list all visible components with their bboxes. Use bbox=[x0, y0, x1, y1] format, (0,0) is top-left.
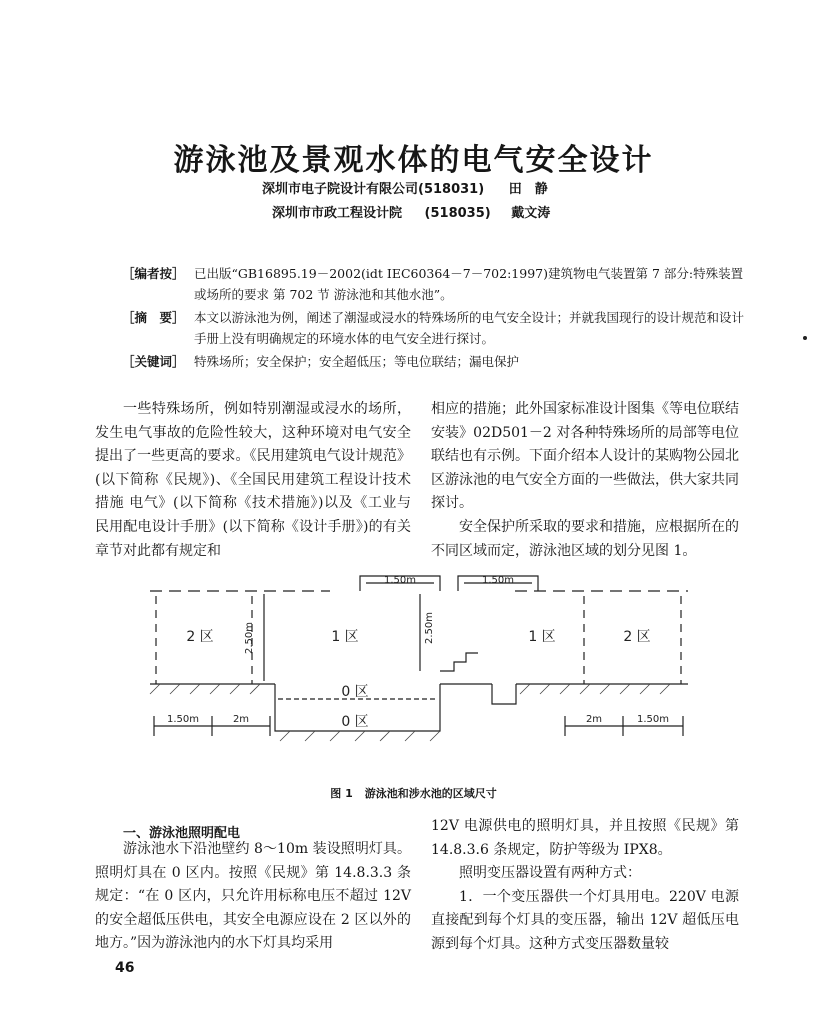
keywords bbox=[122, 351, 747, 372]
dimension-label: 1.50m bbox=[481, 575, 515, 586]
zone-label: 1 区 bbox=[331, 629, 359, 645]
editor-note bbox=[122, 263, 747, 305]
keywords-text: 特殊场所；安全保护；安全超低压；等电位联结；漏电保护 bbox=[194, 354, 520, 369]
abstract bbox=[122, 307, 747, 349]
body-paragraph: 一些特殊场所，例如特别潮湿或浸水的场所，发生电气事故的危险性较大，这种环境对电气安全提出了一些更高的要求。《民用建筑电气设计规范》(以下简称《民规》)、《全国民用建筑工程设计技术措施 电气》(以下简称《技术措施》)以及《工业与民用配电设计手册》(以下简称《设计手册》)的有关章节对此都有规定和 bbox=[95, 401, 411, 559]
dimension-label: 2.50m bbox=[424, 611, 435, 645]
pool-wading bbox=[492, 684, 516, 704]
zone-label: 0 区 bbox=[341, 684, 369, 700]
author-line-1 bbox=[262, 178, 548, 197]
author-postcode: (518035) bbox=[424, 206, 491, 221]
dimension-label: 2m bbox=[232, 714, 250, 725]
dimension-label: 2.50m bbox=[244, 621, 255, 655]
section-left-column bbox=[95, 838, 411, 956]
figure-caption bbox=[0, 785, 827, 801]
body-paragraph: 1．一个变压器供一个灯具用电。220V 电源直接配到每个灯具的变压器，输出 12V 超低压电源到每个灯具。这种方式变压器数量较 bbox=[431, 888, 739, 952]
abstract-label: ［摘 要］ bbox=[122, 310, 185, 325]
author-postcode: (518031) bbox=[418, 182, 485, 197]
abstract-text: 本文以游泳池为例，阐述了潮湿或浸水的特殊场所的电气安全设计；并就我国现行的设计规范和设计手册上没有明确规定的环境水体的电气安全进行探讨。 bbox=[194, 310, 745, 346]
body-paragraph: 相应的措施；此外国家标准设计图集《等电位联结安装》02D501－2 对各种特殊场所的局部等电位联结也有示例。下面介绍本人设计的某购物公园北区游泳池的电气安全方面的一些做法，供大家共同探讨。 bbox=[431, 401, 739, 512]
body-paragraph: 游泳池水下沿池壁约 8～10m 装设照明灯具。照明灯具在 0 区内。按照《民规》第 14.8.3.3 条规定：“在 0 区内，只允许用标称电压不超过 12V 的安全超低压供电，其安全电源应设在 2 区以外的地方。”因为游泳池内的水下灯具均采用 bbox=[95, 841, 411, 952]
body-paragraph: 照明变压器设置有两种方式： bbox=[459, 865, 641, 882]
author-name: 田 静 bbox=[508, 182, 548, 197]
keywords-label: ［关键词］ bbox=[122, 354, 185, 369]
body-paragraph: 12V 电源供电的照明灯具，并且按照《民规》第 14.8.3.6 条规定，防护等级为 IPX8。 bbox=[431, 818, 739, 858]
figure-number: 图 1 bbox=[330, 787, 353, 800]
margin-dot bbox=[803, 336, 807, 340]
zone-label: 1 区 bbox=[528, 629, 556, 645]
page-number: 46 bbox=[115, 960, 135, 976]
author-org: 深圳市电子院设计有限公司 bbox=[262, 182, 419, 197]
body-right-column bbox=[431, 398, 739, 563]
author-org: 深圳市市政工程设计院 bbox=[272, 206, 403, 221]
zone-label: 0 区 bbox=[341, 714, 369, 730]
pool-steps bbox=[440, 653, 478, 671]
dimension-label: 1.50m bbox=[166, 714, 200, 725]
zone-label: 2 区 bbox=[623, 629, 651, 645]
dimension-label: 2m bbox=[585, 714, 603, 725]
body-left-column bbox=[95, 398, 411, 563]
section-heading: 一、游泳池照明配电 bbox=[123, 826, 241, 841]
dimension-label: 1.50m bbox=[383, 575, 417, 586]
editor-note-label: ［编者按］ bbox=[122, 266, 185, 281]
article-title: 游泳池及景观水体的电气安全设计 bbox=[173, 143, 654, 178]
zone-diagram bbox=[140, 566, 695, 766]
zone-label: 2 区 bbox=[186, 629, 214, 645]
dimension-label: 1.50m bbox=[636, 714, 670, 725]
figure-caption-text: 游泳池和涉水池的区域尺寸 bbox=[364, 787, 497, 800]
editor-note-text: 已出版“GB16895.19－2002(idt IEC60364－7－702:1997)建筑物电气装置第 7 部分:特殊装置或场所的要求 第 702 节 游泳池和其他水池”。 bbox=[194, 266, 744, 302]
body-paragraph: 安全保护所采取的要求和措施，应根据所在的不同区域而定，游泳池区域的划分见图 1。 bbox=[431, 518, 739, 559]
author-line-2 bbox=[272, 202, 550, 221]
section-right-column bbox=[431, 815, 739, 957]
author-name: 戴文涛 bbox=[511, 206, 551, 221]
